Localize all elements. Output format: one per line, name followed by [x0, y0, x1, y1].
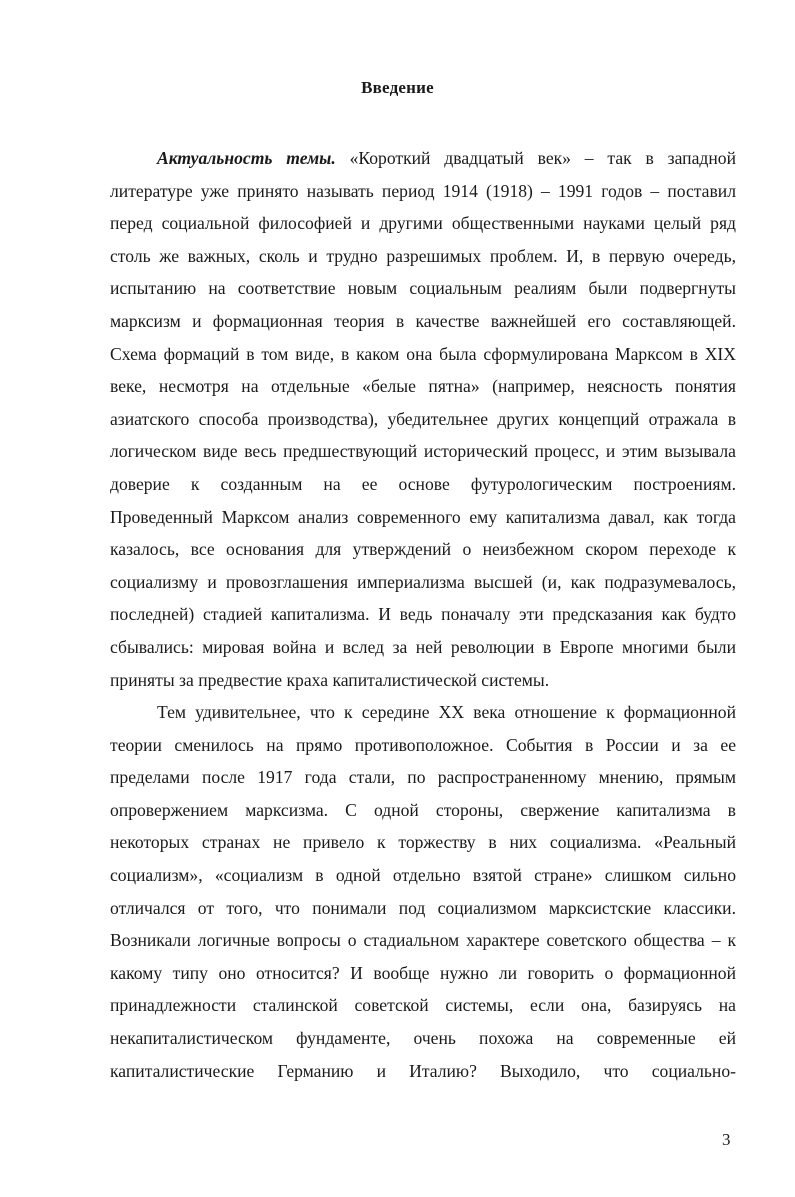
- paragraph-2: [110, 696, 736, 1087]
- text-line: сбывались: мировая война и вслед за ней революции в Европе многими были: [110, 636, 736, 657]
- text-line: логическом виде весь предшествующий исторический процесс, и этим вызывала: [110, 441, 736, 462]
- text-line: Проведенный Марксом анализ современного ему капитализма давал, как тогда: [110, 506, 736, 527]
- text-line: столь же важных, сколь и трудно разрешимых проблем. И, в первую очередь,: [110, 245, 736, 266]
- text-line: социализму и провозглашения империализма высшей (и, как подразумевалось,: [110, 571, 736, 592]
- text-line: социализм», «социализм в одной отдельно взятой стране» слишком сильно: [110, 865, 736, 886]
- text-line: какому типу оно относится? И вообще нужно ли говорить о формационной: [110, 962, 736, 983]
- text-line: казалось, все основания для утверждений о неизбежном скором переходе к: [110, 539, 736, 560]
- text-line: последней) стадией капитализма. И ведь поначалу эти предсказания как будто: [110, 604, 736, 625]
- text-line: некапиталистическом фундаменте, очень похожа на современные ей: [110, 1028, 736, 1049]
- text-line: веке, несмотря на отдельные «белые пятна» (например, неясность понятия: [110, 376, 736, 397]
- text-line: перед социальной философией и другими общественными науками целый ряд: [110, 213, 736, 234]
- text-line: испытанию на соответствие новым социальным реалиям были подвергнуты: [110, 278, 736, 299]
- text-line: Актуальность темы. «Короткий двадцатый век» – так в западной: [157, 148, 736, 168]
- text-line: теории сменилось на прямо противоположное. События в России и за ее: [110, 734, 736, 755]
- text-line: капиталистические Германию и Италию? Выходило, что социально-: [110, 1060, 736, 1081]
- page-title: Введение: [361, 78, 434, 97]
- paragraph-lead: Актуальность темы.: [157, 148, 336, 168]
- text-line: опровержением марксизма. С одной стороны, свержение капитализма в: [110, 799, 736, 820]
- text-line: доверие к созданным на ее основе футурологическим построениям.: [110, 473, 736, 494]
- text-line: Схема формаций в том виде, в каком она была сформулирована Марксом в XIX: [110, 343, 736, 364]
- text-line: приняты за предвестие краха капиталистической системы.: [110, 669, 550, 690]
- text-line: азиатского способа производства), убедительнее других концепций отражала в: [110, 408, 736, 429]
- page-number: 3: [722, 1130, 731, 1149]
- text-line: отличался от того, что понимали под социализмом марксистские классики.: [110, 897, 736, 918]
- text-line: Возникали логичные вопросы о стадиальном характере советского общества – к: [110, 930, 736, 951]
- paragraph-1: [110, 142, 736, 696]
- text-line: марксизм и формационная теория в качестве важнейшей его составляющей.: [110, 310, 736, 331]
- text-line: некоторых странах не привело к торжеству в них социализма. «Реальный: [110, 832, 736, 853]
- text-line: литературе уже принято называть период 1914 (1918) – 1991 годов – поставил: [110, 180, 736, 201]
- text-line: Тем удивительнее, что к середине XX века отношение к формационной: [157, 702, 736, 723]
- body-text: [110, 142, 736, 1087]
- text-line: принадлежности сталинской советской системы, если она, базируясь на: [110, 995, 736, 1016]
- text-line: пределами после 1917 года стали, по распространенному мнению, прямым: [110, 767, 736, 788]
